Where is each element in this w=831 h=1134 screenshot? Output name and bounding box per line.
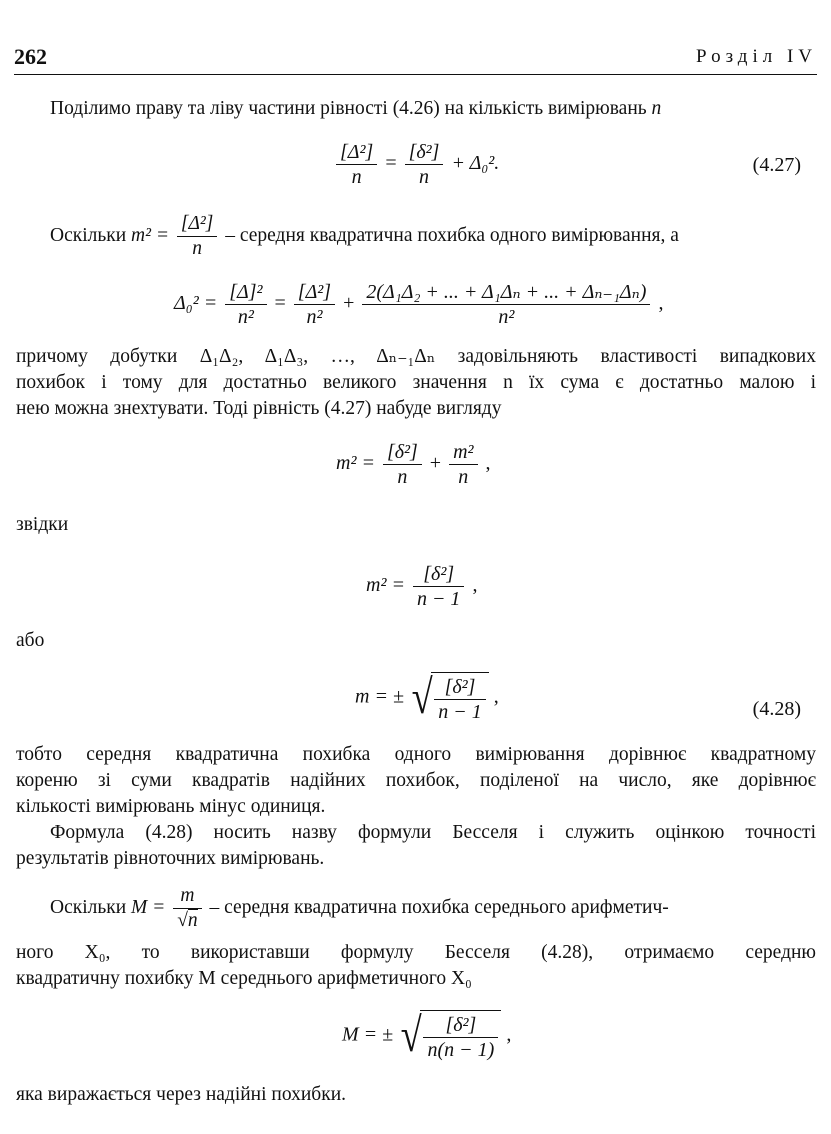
- fraction: [383, 440, 422, 489]
- paragraph-products-line-3: нею можна знехтувати. Тоді рівність (4.27) набуде вигляду: [16, 398, 502, 419]
- fraction-denominator: [173, 909, 201, 933]
- paragraph-meaning-line-3: кількості вимірювань мінус одиниця.: [16, 796, 326, 817]
- fraction-numerator: 2(Δ₁Δ₂ + ... + Δ₁Δₙ + ... + Δₙ₋₁Δₙ): [362, 280, 650, 305]
- fraction-numerator: m: [173, 884, 201, 909]
- fraction-denominator: n: [192, 238, 202, 259]
- fraction: [434, 675, 486, 724]
- fraction-numerator: [Δ²]: [177, 212, 217, 237]
- fraction-denominator: n: [397, 466, 408, 488]
- word-abo: або: [16, 630, 45, 651]
- fraction: [413, 562, 465, 611]
- paragraph-bessel-line-1: Формула (4.28) носить назву формули Бесселя і служить оцінкою точності: [50, 822, 816, 843]
- fraction-numerator: [δ²]: [434, 675, 486, 700]
- fraction-numerator: [δ²]: [405, 140, 444, 165]
- page-number: 262: [14, 44, 47, 69]
- fraction-denominator: n: [419, 166, 430, 188]
- paragraph-products-line-1: причому добутки Δ₁Δ₂, Δ₁Δ₃, …, Δₙ₋₁Δₙ задовільняють властивості випадкових: [16, 346, 816, 367]
- fraction-numerator: m²: [449, 440, 477, 465]
- page-header: [14, 44, 817, 75]
- fraction: [405, 140, 444, 189]
- fraction: [336, 140, 377, 189]
- math-lhs: M =: [131, 896, 166, 918]
- radical-sign: √: [411, 671, 433, 724]
- equation-4-28: m = ± √ $\frac{\text{[δ²]}}{n - 1}$ ,: [355, 671, 499, 724]
- equation-m2-sum: m² = $\frac{\text{[δ²]}}{n}$ + $\frac{\text{m²}}{n}$ ,: [336, 441, 491, 488]
- word-zvidky: звідки: [16, 514, 69, 535]
- text: – середня квадратична похибка середнього арифметич-: [209, 896, 669, 918]
- equation-tail: + Δ₀².: [451, 152, 500, 175]
- fraction-numerator: [Δ²]: [336, 140, 377, 165]
- fraction: [294, 280, 335, 329]
- paragraph-products-line-2: похибок і тому для достатньо великого значення n їх сума є достатньо малою і: [16, 372, 816, 393]
- equation-M: M = ± √ $\frac{\text{[δ²]}}{n(n - 1)}$ ,: [342, 1009, 512, 1062]
- fraction-denominator: n²: [498, 306, 515, 328]
- fraction: [177, 212, 217, 261]
- fraction-numerator: [δ²]: [423, 1013, 498, 1038]
- math-lhs: m² =: [366, 574, 405, 597]
- equation-m2-bessel: m² = $\frac{\text{[δ²]}}{n - 1}$ ,: [366, 563, 478, 610]
- radical-sign: √: [177, 910, 188, 931]
- text: Оскільки: [50, 224, 127, 246]
- equation-number: (4.27): [752, 154, 801, 176]
- radical-sign: √: [400, 1009, 422, 1062]
- equation-number: (4.28): [752, 698, 801, 720]
- fraction-denominator: n − 1: [438, 701, 482, 723]
- paragraph-m2-definition: [50, 212, 679, 261]
- fraction-denominator: n − 1: [416, 588, 461, 610]
- paragraph-M-line-3: квадратичну похибку M середнього арифметичного X₀: [16, 968, 472, 989]
- fraction-numerator: [Δ]²: [225, 280, 266, 305]
- paragraph-bessel-line-2: результатів рівноточних вимірювань.: [16, 848, 325, 869]
- fraction-numerator: [δ²]: [413, 562, 465, 587]
- fraction: [449, 440, 477, 489]
- fraction: [173, 884, 201, 933]
- text: Оскільки: [50, 896, 127, 918]
- paragraph-M-definition: [50, 884, 669, 933]
- fraction: [362, 280, 650, 329]
- equation-delta0: Δ₀² = $\frac{\text{[Δ]²}}{\text{n²}}$ = $\frac{\text{[Δ²]}}{\text{n²}}$ + $\frac{\text{2(Δ₁Δ₂ + ... + Δ₁Δₙ + ... + Δₙ₋₁Δₙ)}}{\text{n²}}$ ,: [174, 281, 664, 328]
- math-lhs: m² =: [336, 452, 375, 475]
- fraction-denominator: n²: [306, 306, 323, 328]
- paragraph-M-line-2: ного X₀, то використавши формулу Бесселя (4.28), отримаємо середню: [16, 942, 816, 963]
- math-lhs: m² =: [131, 224, 170, 246]
- math-lhs: Δ₀² =: [174, 292, 218, 315]
- paragraph-final: яка виражається через надійні похибки.: [16, 1084, 347, 1105]
- fraction: [225, 280, 266, 329]
- equation-4-27: $\frac{\text{[Δ²]}}{n}$ = $\frac{\text{[δ²]}}{n}$ + Δ₀².: [333, 140, 499, 189]
- fraction-denominator: n(n − 1): [427, 1039, 495, 1061]
- variable-n: n: [651, 98, 662, 119]
- paragraph-intro-text: Поділимо праву та ліву частини рівності (4.26) на кількість вимірювань: [50, 98, 647, 119]
- math-lhs: m = ±: [355, 685, 404, 708]
- radicand: n: [187, 910, 198, 931]
- fraction-numerator: [δ²]: [383, 440, 422, 465]
- paragraph-meaning-line-1: тобто середня квадратична похибка одного вимірювання дорівнює квадратному: [16, 744, 816, 765]
- fraction-denominator: n: [458, 466, 469, 488]
- math-lhs: M = ±: [342, 1023, 394, 1046]
- fraction: [423, 1013, 498, 1062]
- fraction-denominator: n: [351, 166, 362, 188]
- fraction-numerator: [Δ²]: [294, 280, 335, 305]
- square-root: [409, 672, 489, 724]
- fraction-denominator: n²: [237, 306, 254, 328]
- paragraph-meaning-line-2: кореню зі суми квадратів надійних похибок, поділеної на число, яке дорівнює: [16, 770, 816, 791]
- section-title: Розділ IV: [696, 46, 817, 67]
- square-root: [398, 1010, 501, 1062]
- text: – середня квадратична похибка одного вимірювання, а: [225, 224, 679, 246]
- paragraph-intro: [50, 96, 661, 122]
